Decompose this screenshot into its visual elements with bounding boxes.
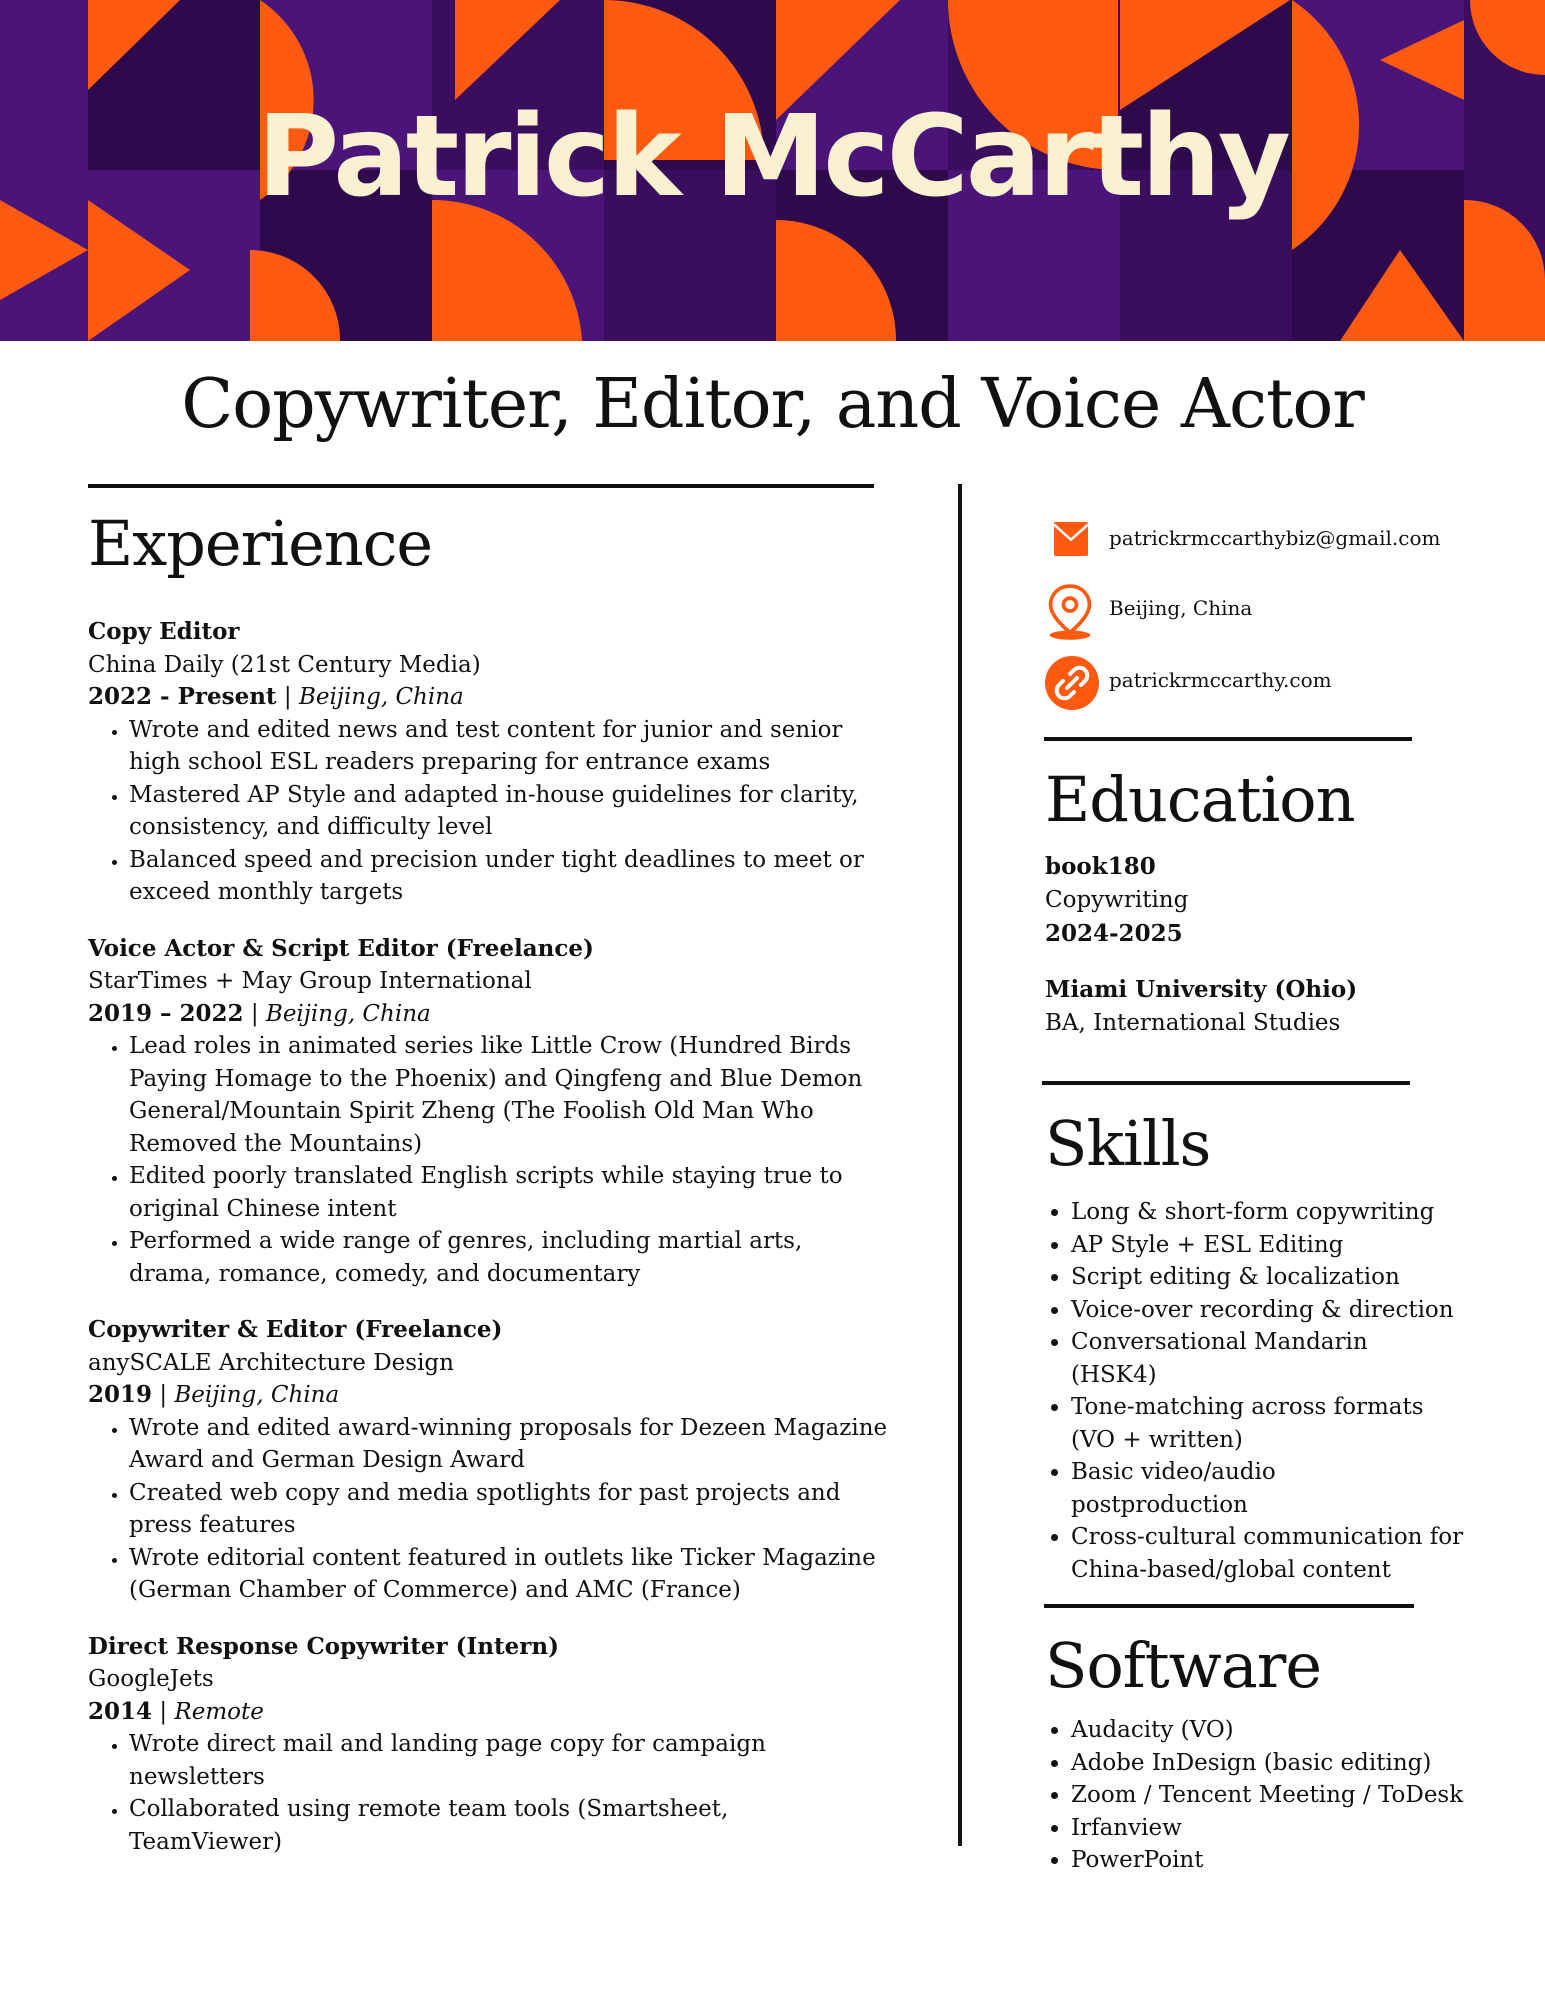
job-bullets: [88, 1412, 888, 1607]
education-section: [1045, 760, 1495, 1040]
website-link[interactable]: patrickrmccarthy.com: [1109, 668, 1332, 692]
divider-software: [1044, 1604, 1414, 1608]
list-item: • Wrote direct mail and landing page copy for campaign newsletters: [129, 1728, 888, 1793]
school-name: book180: [1045, 853, 1156, 880]
list-item: • Balanced speed and precision under tight deadlines to meet or exceed monthly targets: [129, 844, 888, 909]
list-item: • Wrote and edited award-winning proposals for Dezeen Magazine Award and German Design Award: [129, 1412, 888, 1477]
job-company: China Daily (21st Century Media): [88, 651, 481, 678]
list-item: • Collaborated using remote team tools (Smartsheet, TeamViewer): [129, 1793, 888, 1858]
job-location: Beijing, China: [265, 1000, 431, 1027]
job-title: Copywriter, Editor, and Voice Actor: [181, 365, 1364, 444]
software-heading: Software: [1045, 1629, 1322, 1702]
education-entry: [1045, 973, 1495, 1040]
list-item: • Conversational Mandarin (HSK4): [1071, 1326, 1485, 1391]
contact-website: [1045, 662, 1495, 718]
list-item: • Adobe InDesign (basic editing): [1071, 1747, 1495, 1780]
link-icon: [1045, 656, 1099, 710]
list-item: • PowerPoint: [1071, 1844, 1495, 1877]
list-item: • Mastered AP Style and adapted in-house guidelines for clarity, consistency, and difficulty level: [129, 779, 888, 844]
list-item: • Voice-over recording & direction: [1071, 1294, 1485, 1327]
skills-section: [1045, 1104, 1485, 1586]
divider-experience: [88, 484, 874, 488]
job-dates: 2022 - Present: [88, 683, 277, 710]
location-pin-icon: [1045, 584, 1095, 640]
list-item: • Long & short-form copywriting: [1071, 1196, 1485, 1229]
column-divider: [958, 484, 962, 1846]
job-location: Remote: [174, 1698, 264, 1725]
divider-skills: [1042, 1081, 1410, 1085]
email-icon: [1045, 522, 1097, 556]
list-item: • Wrote and edited news and test content for junior and senior high school ESL readers preparing for entrance exams: [129, 714, 888, 779]
education-entry: [1045, 850, 1495, 951]
education-heading: Education: [1045, 763, 1355, 836]
email-link[interactable]: patrickrmccarthybiz@gmail.com: [1109, 526, 1441, 550]
job-role: Copy Editor: [88, 618, 240, 645]
list-item: • Cross-cultural communication for China-based/global content: [1071, 1521, 1485, 1586]
job-entry: [88, 1631, 888, 1859]
list-item: • Performed a wide range of genres, including martial arts, drama, romance, comedy, and documentary: [129, 1225, 888, 1290]
header-banner: [0, 0, 1545, 341]
job-dates: 2014: [88, 1697, 153, 1725]
education-dates: 2024-2025: [1045, 920, 1183, 947]
program: BA, International Studies: [1045, 1010, 1341, 1036]
candidate-name: Patrick McCarthy: [257, 92, 1288, 222]
divider-education: [1044, 737, 1412, 741]
job-dates-line: [88, 1696, 888, 1729]
job-company: StarTimes + May Group International: [88, 968, 532, 994]
job-entry: [88, 616, 888, 909]
job-dates: 2019 – 2022: [88, 999, 244, 1027]
skills-heading: Skills: [1045, 1107, 1211, 1180]
contact-location: [1045, 588, 1495, 644]
job-company: GoogleJets: [88, 1666, 214, 1692]
sidebar: [1045, 518, 1495, 1873]
experience-heading: Experience: [88, 507, 433, 580]
contact-email: [1045, 518, 1495, 566]
job-dates-line: [88, 1379, 888, 1412]
location-text: Beijing, China: [1109, 596, 1253, 620]
job-location: Beijing, China: [298, 684, 464, 710]
program: Copywriting: [1045, 887, 1189, 913]
job-role: Voice Actor & Script Editor (Freelance): [88, 934, 594, 962]
separator: |: [243, 1000, 266, 1027]
list-item: • Wrote editorial content featured in outlets like Ticker Magazine (German Chamber of Commerce) and AMC (France): [129, 1542, 888, 1607]
list-item: • Basic video/audio postproduction: [1071, 1456, 1485, 1521]
job-entry: [88, 1314, 888, 1607]
job-role: Copywriter & Editor (Freelance): [88, 1316, 503, 1343]
job-bullets: [88, 714, 888, 909]
experience-section: [88, 496, 888, 1858]
job-bullets: [88, 1030, 888, 1290]
job-dates-line: [88, 681, 888, 714]
skills-list: [1045, 1196, 1485, 1586]
separator: |: [152, 1698, 175, 1725]
separator: |: [152, 1382, 175, 1408]
job-dates: 2019: [88, 1381, 153, 1408]
list-item: • Created web copy and media spotlights for past projects and press features: [129, 1477, 888, 1542]
separator: |: [276, 684, 299, 710]
job-company: anySCALE Architecture Design: [88, 1349, 454, 1376]
list-item: • Lead roles in animated series like Little Crow (Hundred Birds Paying Homage to the Phoenix) and Qingfeng and Blue Demon General/Mountain Spirit Zheng (The Foolish Old Man Who Removed the Mountains): [129, 1030, 888, 1160]
software-list: [1045, 1714, 1495, 1877]
school-name: Miami University (Ohio): [1045, 976, 1358, 1003]
list-item: • Zoom / Tencent Meeting / ToDesk: [1071, 1779, 1495, 1812]
job-location: Beijing, China: [174, 1382, 340, 1408]
job-role: Direct Response Copywriter (Intern): [88, 1632, 559, 1660]
job-bullets: [88, 1728, 888, 1858]
job-entry: [88, 933, 888, 1291]
list-item: • Script editing & localization: [1071, 1261, 1485, 1294]
list-item: • Edited poorly translated English scripts while staying true to original Chinese intent: [129, 1160, 888, 1225]
software-section: [1045, 1626, 1495, 1877]
list-item: • Irfanview: [1071, 1812, 1495, 1845]
job-dates-line: [88, 998, 888, 1031]
list-item: • Tone-matching across formats (VO + written): [1071, 1391, 1485, 1456]
list-item: • Audacity (VO): [1071, 1714, 1495, 1747]
list-item: • AP Style + ESL Editing: [1071, 1229, 1485, 1262]
